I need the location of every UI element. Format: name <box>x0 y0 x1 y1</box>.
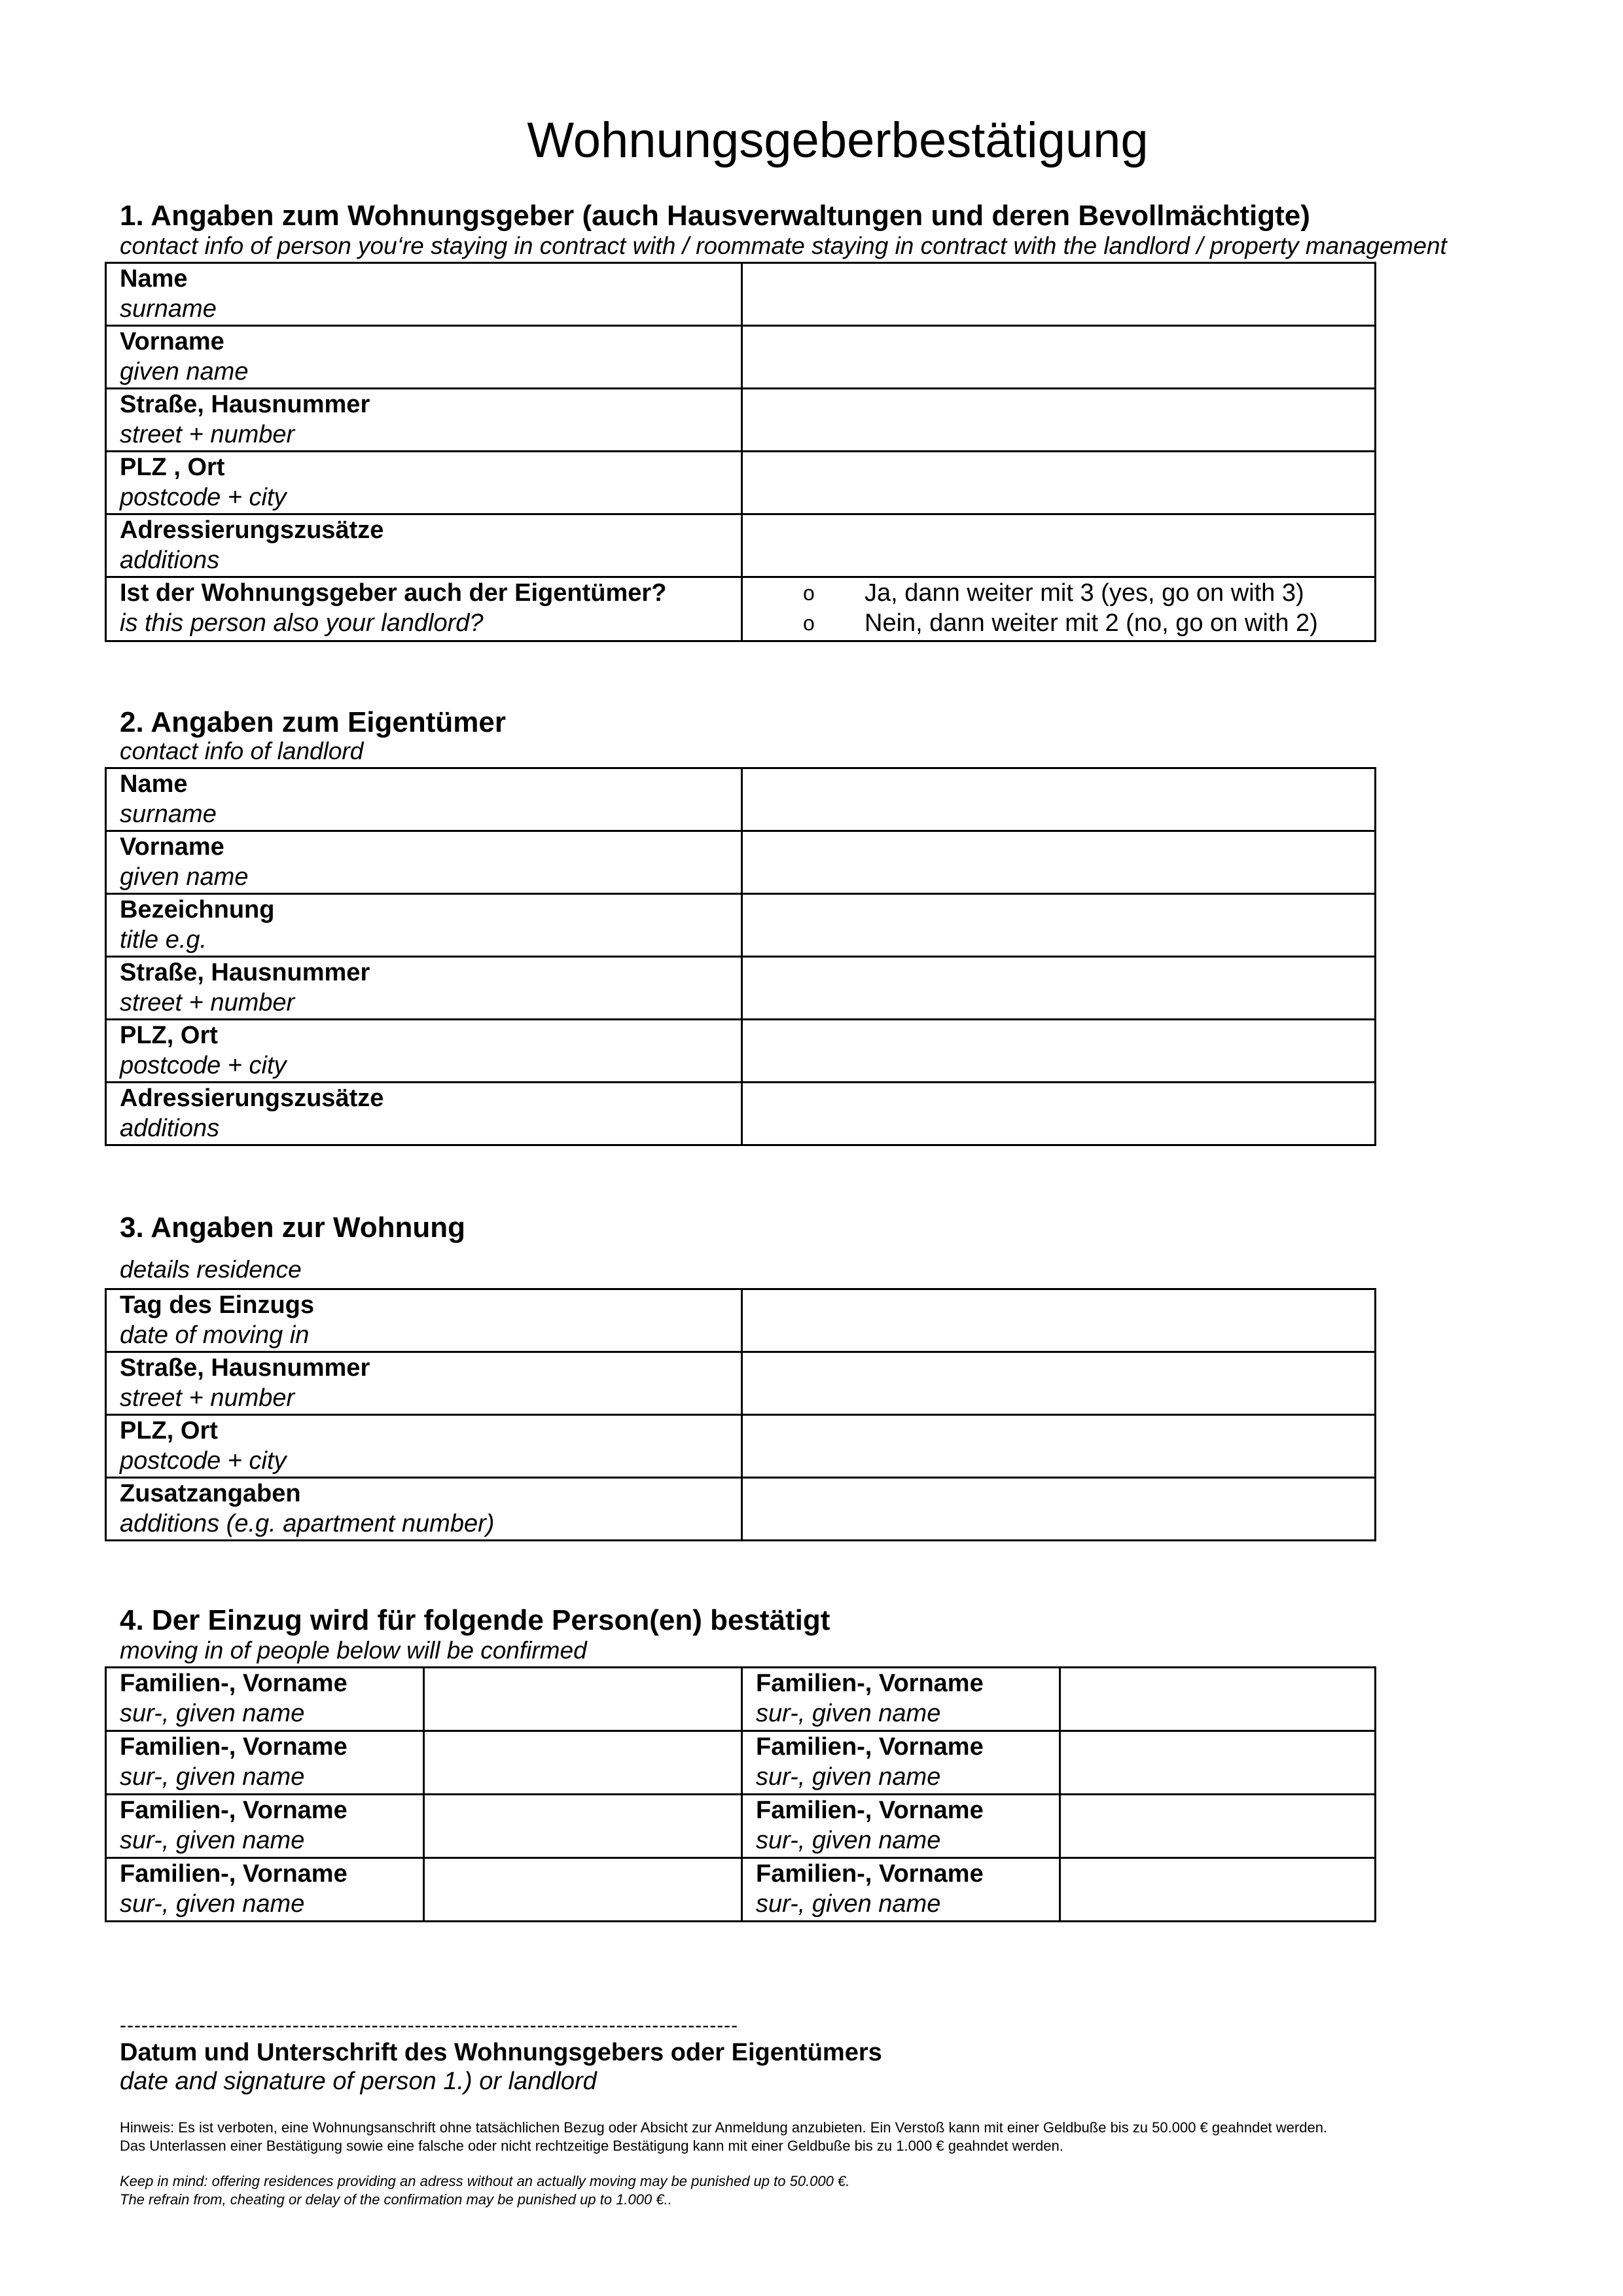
question-row <box>106 577 1376 641</box>
field-label <box>106 1668 424 1731</box>
form-row <box>106 957 1376 1020</box>
field-label <box>742 1858 1060 1922</box>
form-row <box>106 452 1376 514</box>
field-label-en: postcode + city <box>120 1447 287 1475</box>
signature-line: -------------------------------------------------------------------------------------- <box>120 2015 739 2036</box>
field-label-en: additions <box>120 1115 220 1142</box>
page-title: Wohnungsgeberbestätigung <box>527 113 1149 168</box>
field-input[interactable] <box>742 389 1376 452</box>
field-label-de: Straße, Hausnummer <box>120 1354 370 1382</box>
field-input[interactable] <box>742 957 1376 1020</box>
field-label-de: Familien-, Vorname <box>756 1860 984 1888</box>
field-label-de: Zusatzangaben <box>120 1480 301 1507</box>
field-label-en: sur-, given name <box>120 1700 305 1727</box>
field-input[interactable] <box>742 1415 1376 1478</box>
field-label-en: sur-, given name <box>756 1763 941 1791</box>
field-label <box>742 1668 1060 1731</box>
field-label-de: Familien-, Vorname <box>120 1797 348 1824</box>
question-en: is this person also your landlord? <box>120 609 484 637</box>
field-input[interactable] <box>424 1668 742 1731</box>
field-input[interactable] <box>424 1858 742 1922</box>
section1-heading: 1. Angaben zum Wohnungsgeber (auch Hausverwaltungen und deren Bevollmächtigte) <box>120 200 1310 232</box>
signature-label-de: Datum und Unterschrift des Wohnungsgebers oder Eigentümers <box>120 2039 882 2066</box>
field-label <box>106 1083 742 1145</box>
field-input[interactable] <box>742 1020 1376 1083</box>
section4-subheading: moving in of people below will be confirmed <box>120 1637 587 1664</box>
field-label-en: sur-, given name <box>756 1890 941 1918</box>
radio-no-icon[interactable]: o <box>803 611 815 635</box>
field-label <box>106 1795 424 1858</box>
field-label-de: Vorname <box>120 328 224 355</box>
field-input[interactable] <box>1060 1795 1376 1858</box>
field-input[interactable] <box>742 1289 1376 1352</box>
section1-subheading: contact info of person you‘re staying in contract with / roommate staying in contract with the landlord / property management <box>120 232 1447 259</box>
form-row <box>106 263 1376 326</box>
field-input[interactable] <box>742 1352 1376 1415</box>
field-label <box>106 1352 742 1415</box>
field-label-en: sur-, given name <box>756 1827 941 1854</box>
field-label-en: given name <box>120 358 249 386</box>
field-label-de: PLZ, Ort <box>120 1022 218 1049</box>
owner-contact-table <box>105 767 1376 1146</box>
field-label-en: given name <box>120 863 249 891</box>
field-label <box>106 894 742 957</box>
field-input[interactable] <box>424 1731 742 1795</box>
field-label-de: Familien-, Vorname <box>120 1860 348 1888</box>
form-row <box>106 894 1376 957</box>
radio-yes-icon[interactable]: o <box>803 581 815 605</box>
field-label-en: title e.g. <box>120 926 207 954</box>
field-input[interactable] <box>742 1478 1376 1541</box>
field-input[interactable] <box>742 263 1376 326</box>
field-label-en: surname <box>120 295 217 323</box>
field-input[interactable] <box>424 1795 742 1858</box>
field-label-de: PLZ, Ort <box>120 1417 218 1444</box>
field-label <box>742 1795 1060 1858</box>
field-input[interactable] <box>742 326 1376 389</box>
person-row <box>106 1731 1376 1795</box>
field-label <box>106 389 742 452</box>
signature-label-en: date and signature of person 1.) or landlord <box>120 2068 597 2095</box>
field-label-en: street + number <box>120 421 295 448</box>
form-row <box>106 1083 1376 1145</box>
persons-table <box>105 1666 1376 1922</box>
field-label-de: Familien-, Vorname <box>756 1797 984 1824</box>
section3-subheading: details residence <box>120 1256 302 1283</box>
field-label-de: Adressierungszusätze <box>120 1085 384 1112</box>
field-label-en: street + number <box>120 1384 295 1412</box>
field-label-de: Bezeichnung <box>120 896 275 924</box>
field-input[interactable] <box>742 831 1376 894</box>
notice-de-line2: Das Unterlassen einer Bestätigung sowie eine falsche oder nicht rechtzeitige Bestätigung kann mit einer Geldbuße bis zu 1.000 € geahndet werden. <box>120 2138 1063 2154</box>
field-input[interactable] <box>742 514 1376 577</box>
owner-options <box>742 577 1376 641</box>
field-label-de: Name <box>120 265 188 293</box>
form-row <box>106 831 1376 894</box>
section3-heading: 3. Angaben zur Wohnung <box>120 1211 465 1244</box>
section2-heading: 2. Angaben zum Eigentümer <box>120 706 507 738</box>
field-label <box>106 1478 742 1541</box>
person-row <box>106 1668 1376 1731</box>
field-label-de: PLZ , Ort <box>120 454 225 481</box>
notice-en-line2: The refrain from, cheating or delay of the confirmation may be punished up to 1.000 €.. <box>120 2191 672 2208</box>
field-label-en: additions (e.g. apartment number) <box>120 1510 495 1537</box>
form-row <box>106 1352 1376 1415</box>
field-label <box>106 1858 424 1922</box>
option-yes[interactable] <box>743 578 1374 608</box>
field-label <box>106 326 742 389</box>
field-label-de: Straße, Hausnummer <box>120 959 370 986</box>
form-row <box>106 1478 1376 1541</box>
person-row <box>106 1795 1376 1858</box>
field-label-en: additions <box>120 547 220 574</box>
field-label-en: surname <box>120 800 217 828</box>
form-row <box>106 389 1376 452</box>
person-row <box>106 1858 1376 1922</box>
field-label-de: Familien-, Vorname <box>120 1670 348 1697</box>
form-row <box>106 1020 1376 1083</box>
field-label <box>106 1020 742 1083</box>
field-input[interactable] <box>1060 1858 1376 1922</box>
field-label-de: Familien-, Vorname <box>756 1733 984 1761</box>
residence-table <box>105 1288 1376 1541</box>
field-label <box>106 957 742 1020</box>
field-label-de: Vorname <box>120 833 224 861</box>
form-row <box>106 326 1376 389</box>
field-input[interactable] <box>742 452 1376 514</box>
field-input[interactable] <box>1060 1731 1376 1795</box>
question-label <box>106 577 742 641</box>
field-label-de: Name <box>120 770 188 798</box>
field-label <box>106 768 742 831</box>
option-yes-label: Ja, dann weiter mit 3 (yes, go on with 3) <box>865 579 1304 607</box>
field-label-en: sur-, given name <box>120 1763 305 1791</box>
field-label <box>106 263 742 326</box>
field-label <box>106 831 742 894</box>
field-label <box>106 452 742 514</box>
field-label-de: Familien-, Vorname <box>120 1733 348 1761</box>
field-label-en: sur-, given name <box>120 1827 305 1854</box>
field-label <box>106 1731 424 1795</box>
field-label-en: sur-, given name <box>756 1700 941 1727</box>
option-no[interactable] <box>743 608 1374 638</box>
field-label <box>742 1731 1060 1795</box>
field-input[interactable] <box>742 894 1376 957</box>
form-row <box>106 768 1376 831</box>
landlord-contact-table <box>105 262 1376 642</box>
field-label-de: Tag des Einzugs <box>120 1291 315 1319</box>
form-row <box>106 1289 1376 1352</box>
field-label-en: street + number <box>120 989 295 1016</box>
field-input[interactable] <box>742 1083 1376 1145</box>
field-label-en: date of moving in <box>120 1321 310 1349</box>
field-label <box>106 1289 742 1352</box>
field-label <box>106 1415 742 1478</box>
field-label-de: Straße, Hausnummer <box>120 391 370 418</box>
form-row <box>106 1415 1376 1478</box>
notice-de-line1: Hinweis: Es ist verboten, eine Wohnungsanschrift ohne tatsächlichen Bezug oder Absicht zur Anmeldung anzubieten. Ein Verstoß kann mit einer Geldbuße bis zu 50.000 € geahndet werden. <box>120 2119 1328 2136</box>
section2-subheading: contact info of landlord <box>120 738 364 764</box>
field-label-en: postcode + city <box>120 1052 287 1079</box>
question-de: Ist der Wohnungsgeber auch der Eigentümer? <box>120 579 667 607</box>
field-label-en: postcode + city <box>120 484 287 511</box>
option-no-label: Nein, dann weiter mit 2 (no, go on with 2) <box>865 609 1318 637</box>
notice-en-line1: Keep in mind: offering residences providing an adress without an actually moving may be punished up to 50.000 €. <box>120 2173 850 2189</box>
form-row <box>106 514 1376 577</box>
field-label <box>106 514 742 577</box>
field-input[interactable] <box>1060 1668 1376 1731</box>
field-input[interactable] <box>742 768 1376 831</box>
field-label-en: sur-, given name <box>120 1890 305 1918</box>
field-label-de: Familien-, Vorname <box>756 1670 984 1697</box>
field-label-de: Adressierungszusätze <box>120 516 384 544</box>
section4-heading: 4. Der Einzug wird für folgende Person(en) bestätigt <box>120 1604 830 1636</box>
